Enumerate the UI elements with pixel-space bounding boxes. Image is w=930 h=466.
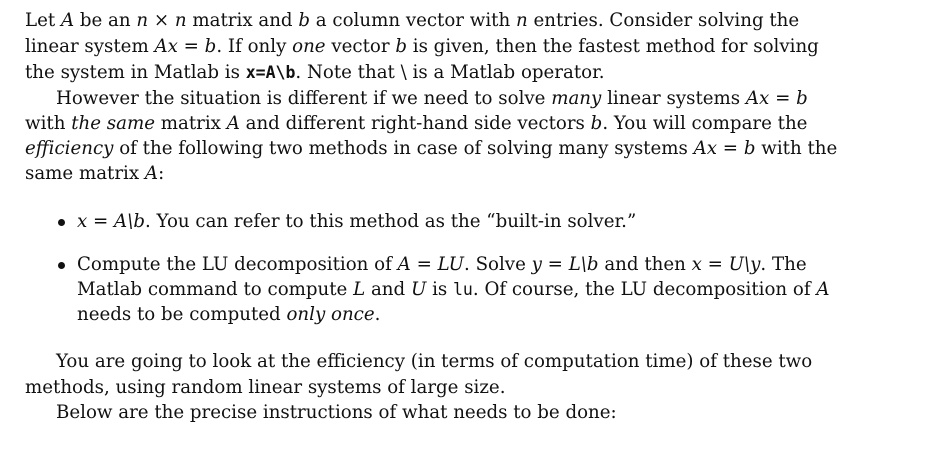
paragraph1-line1: Let A be an n × n matrix and b a column vector with n entries. Consider solving the <box>25 10 800 31</box>
bullet2-line3: needs to be computed only once. <box>77 304 381 325</box>
paragraph2-line2: with the same matrix A and different right-hand side vectors b. You will compare the <box>25 113 808 134</box>
paragraph1-line2: linear system Ax = b. If only one vector b is given, then the fastest method for solving <box>25 36 819 57</box>
paragraph1-line3: the system in Matlab is x=A\b. Note that \ is a Matlab operator. <box>25 62 605 83</box>
paragraph2-line3: efficiency of the following two methods in case of solving many systems Ax = b with the <box>25 138 838 159</box>
paragraph2-line1: However the situation is different if we need to solve many linear systems Ax = b <box>56 88 808 109</box>
bullet2-line1: Compute the LU decomposition of A = LU. Solve y = L\b and then x = U\y. The <box>77 254 807 275</box>
bullet1-line1: x = A\b. You can refer to this method as the “built-in solver.” <box>77 211 637 232</box>
paragraph3-line2: methods, using random linear systems of large size. <box>25 377 506 398</box>
paragraph3-line1: You are going to look at the efficiency (in terms of computation time) of these two <box>56 351 813 372</box>
bullet2-line2: Matlab command to compute L and U is lu. Of course, the LU decomposition of A <box>77 279 830 300</box>
bullet-marker <box>58 262 65 269</box>
paragraph2-line4: same matrix A: <box>25 163 165 184</box>
paragraph3-line3: Below are the precise instructions of what needs to be done: <box>56 402 617 423</box>
bullet-marker <box>58 219 65 226</box>
